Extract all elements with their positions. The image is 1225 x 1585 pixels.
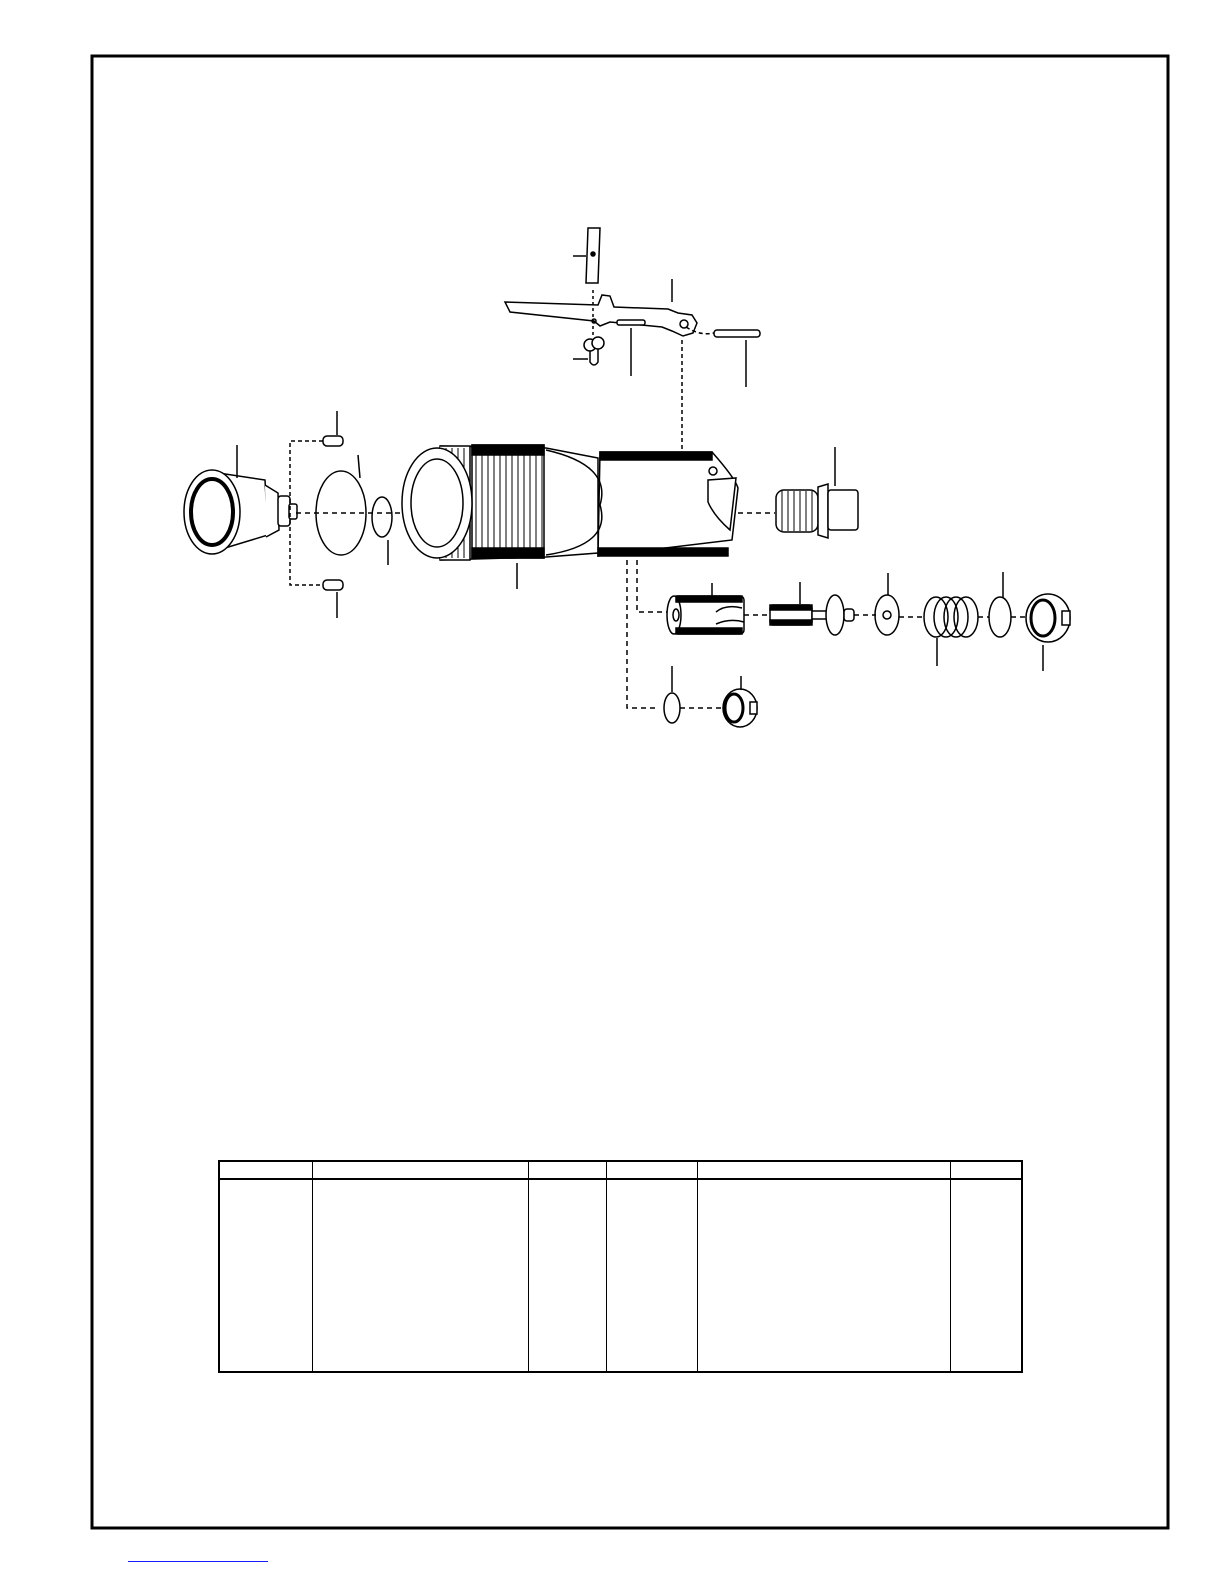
header-col-1 (219, 1161, 313, 1179)
cell (313, 1179, 528, 1372)
lever-pin (586, 228, 600, 283)
table-row (219, 1179, 1022, 1372)
parts-table (218, 1160, 1023, 1373)
cell (698, 1179, 950, 1372)
small-o-ring (372, 497, 392, 537)
valve-o-ring (989, 597, 1011, 637)
leader-reverse-group (627, 560, 656, 708)
callout-regulator-o-ring (358, 455, 360, 478)
regulator-pin-upper (323, 436, 343, 446)
air-inlet-bushing (776, 484, 858, 538)
cap-o-ring (664, 693, 680, 723)
header-col-4 (606, 1161, 698, 1179)
handle-lever (505, 295, 697, 336)
header-col-2 (313, 1161, 528, 1179)
cell (528, 1179, 606, 1372)
lever-roll-pin (617, 320, 645, 325)
valve-seat (875, 595, 899, 635)
throttle-pin (714, 330, 760, 337)
valve-spring (924, 597, 978, 637)
parts-table-header-row (219, 1161, 1022, 1179)
cell (219, 1179, 313, 1372)
header-col-6 (950, 1161, 1022, 1179)
throttle-plug (584, 337, 604, 365)
throttle-valve-bushing (667, 596, 744, 634)
cell (950, 1179, 1022, 1372)
parts-table-wrap (218, 1160, 1023, 1373)
valve-cap (1026, 594, 1070, 642)
reverse-cap (723, 689, 757, 727)
regulator-ring (184, 470, 297, 554)
footer-link-underline[interactable] (128, 1561, 268, 1562)
regulator-pin-lower (323, 580, 343, 590)
header-col-3 (528, 1161, 606, 1179)
header-col-5 (698, 1161, 950, 1179)
leader-valve-group (637, 560, 668, 612)
throttle-valve (770, 595, 854, 635)
housing (402, 445, 738, 560)
cell (606, 1179, 698, 1372)
